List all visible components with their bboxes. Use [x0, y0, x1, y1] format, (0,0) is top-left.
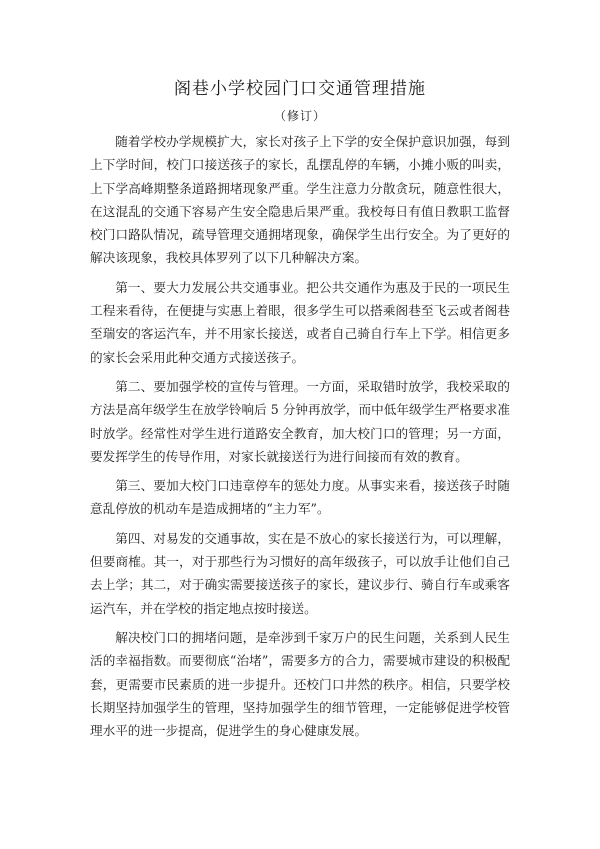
paragraph-measure-3: 第三、要加大校门口违章停车的惩处力度。从事实来看，接送孩子时随意乱停放的机动车是造成拥堵的“主力军”。 [90, 478, 510, 517]
paragraph-measure-4: 第四、对易发的交通事故，实在是不放心的家长接送行为，可以理解，但要商榷。其一，对于那些行为习惯好的高年级孩子，可以放手让他们自己去上学；其二，对于确实需要接送孩子的家长，建议步行、骑自行车或乘客运汽车，并在学校的指定地点按时接送。 [90, 530, 510, 616]
paragraph-measure-1: 第一、要大力发展公共交通事业。把公共交通作为惠及于民的一项民生工程来看待，在便捷与实惠上着眼，很多学生可以搭乘阁巷至飞云或者阁巷至瑞安的客运汽车，并不用家长接送，或者自己骑自行车上下学。相信更多的家长会采用此种交通方式接送孩子。 [90, 279, 510, 365]
document-page [90, 78, 510, 748]
paragraph-conclusion: 解决校门口的拥堵问题，是牵涉到千家万户的民生问题，关系到人民生活的幸福指数。而要彻底“治堵”，需要多方的合力，需要城市建设的积极配套，更需要市民素质的进一步提升。还校门口井然的秩序。相信，只要学校长期坚持加强学生的管理，坚持加强学生的细节管理，一定能够促进学校管理水平的进一步提高，促进学生的身心健康发展。 [90, 629, 510, 739]
document-title: 阁巷小学校园门口交通管理措施 [174, 79, 426, 99]
document-subtitle: （修订） [273, 109, 326, 123]
paragraph-measure-2: 第二、要加强学校的宣传与管理。一方面，采取错时放学，我校采取的方法是高年级学生在放学铃响后 5 分钟再放学，而中低年级学生严格要求准时放学。经常性对学生进行道路安全教育，加大校门口的管理；另一方面，要发挥学生的传导作用，对家长就接送行为进行间接而有效的教育。 [90, 378, 510, 464]
paragraph-intro: 随着学校办学规模扩大，家长对孩子上下学的安全保护意识加强，每到上下学时间，校门口接送孩子的家长，乱摆乱停的车辆，小摊小贩的叫卖，上下学高峰期整条道路拥堵现象严重。学生注意力分散贪玩，随意性很大，在这混乱的交通下容易产生安全隐患后果严重。我校每日有值日教职工监督校门口路队情况，疏导管理交通拥堵现象，确保学生出行安全。为了更好的解决该现象，我校具体罗列了以下几种解决方案。 [90, 134, 510, 266]
